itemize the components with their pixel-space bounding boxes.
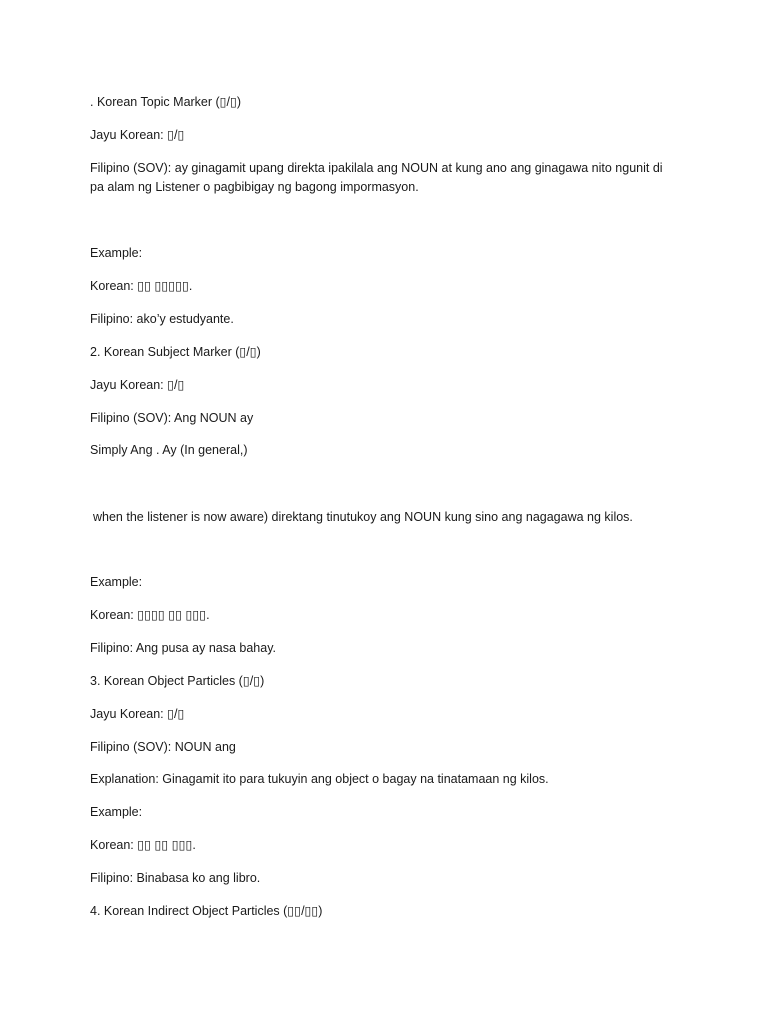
- topic-marker-korean-example: Korean: ▯▯ ▯▯▯▯▯.: [90, 279, 193, 293]
- topic-marker-jayu-korean: Jayu Korean: ▯/▯: [90, 128, 185, 142]
- subject-marker-simply: Simply Ang . Ay (In general,): [90, 443, 248, 457]
- subject-marker-explanation: when the listener is now aware) direktang tinutukoy ang NOUN kung sino ang nagagawa ng kilos.: [93, 510, 633, 524]
- subject-marker-filipino-example: Filipino: Ang pusa ay nasa bahay.: [90, 641, 277, 655]
- object-particles-explanation: Explanation: Ginagamit ito para tukuyin ang object o bagay na tinatamaan ng kilos.: [90, 772, 549, 786]
- object-particles-filipino: Filipino (SOV): NOUN ang: [90, 740, 236, 754]
- indirect-object-particles-heading: 4. Korean Indirect Object Particles (▯▯/▯▯): [90, 904, 323, 918]
- subject-marker-example-label: Example:: [90, 575, 143, 589]
- subject-marker-heading: 2. Korean Subject Marker (▯/▯): [90, 345, 261, 359]
- object-particles-jayu-korean: Jayu Korean: ▯/▯: [90, 707, 185, 721]
- subject-marker-jayu-korean: Jayu Korean: ▯/▯: [90, 378, 185, 392]
- topic-marker-filipino-example: Filipino: ako’y estudyante.: [90, 312, 234, 326]
- subject-marker-korean-example: Korean: ▯▯▯▯ ▯▯ ▯▯▯.: [90, 608, 210, 622]
- topic-marker-example-label: Example:: [90, 246, 143, 260]
- subject-marker-filipino: Filipino (SOV): Ang NOUN ay: [90, 411, 254, 425]
- object-particles-heading: 3. Korean Object Particles (▯/▯): [90, 674, 265, 688]
- object-particles-example-label: Example:: [90, 805, 143, 819]
- topic-marker-filipino-explanation: Filipino (SOV): ay ginagamit upang direkta ipakilala ang NOUN at kung ano ang ginagawa nito ngunit di pa alam ng Listener o pagbibigay ng bagong impormasyon.: [90, 161, 663, 194]
- topic-marker-heading: . Korean Topic Marker (▯/▯): [90, 95, 242, 109]
- object-particles-korean-example: Korean: ▯▯ ▯▯ ▯▯▯.: [90, 838, 196, 852]
- object-particles-filipino-example: Filipino: Binabasa ko ang libro.: [90, 871, 261, 885]
